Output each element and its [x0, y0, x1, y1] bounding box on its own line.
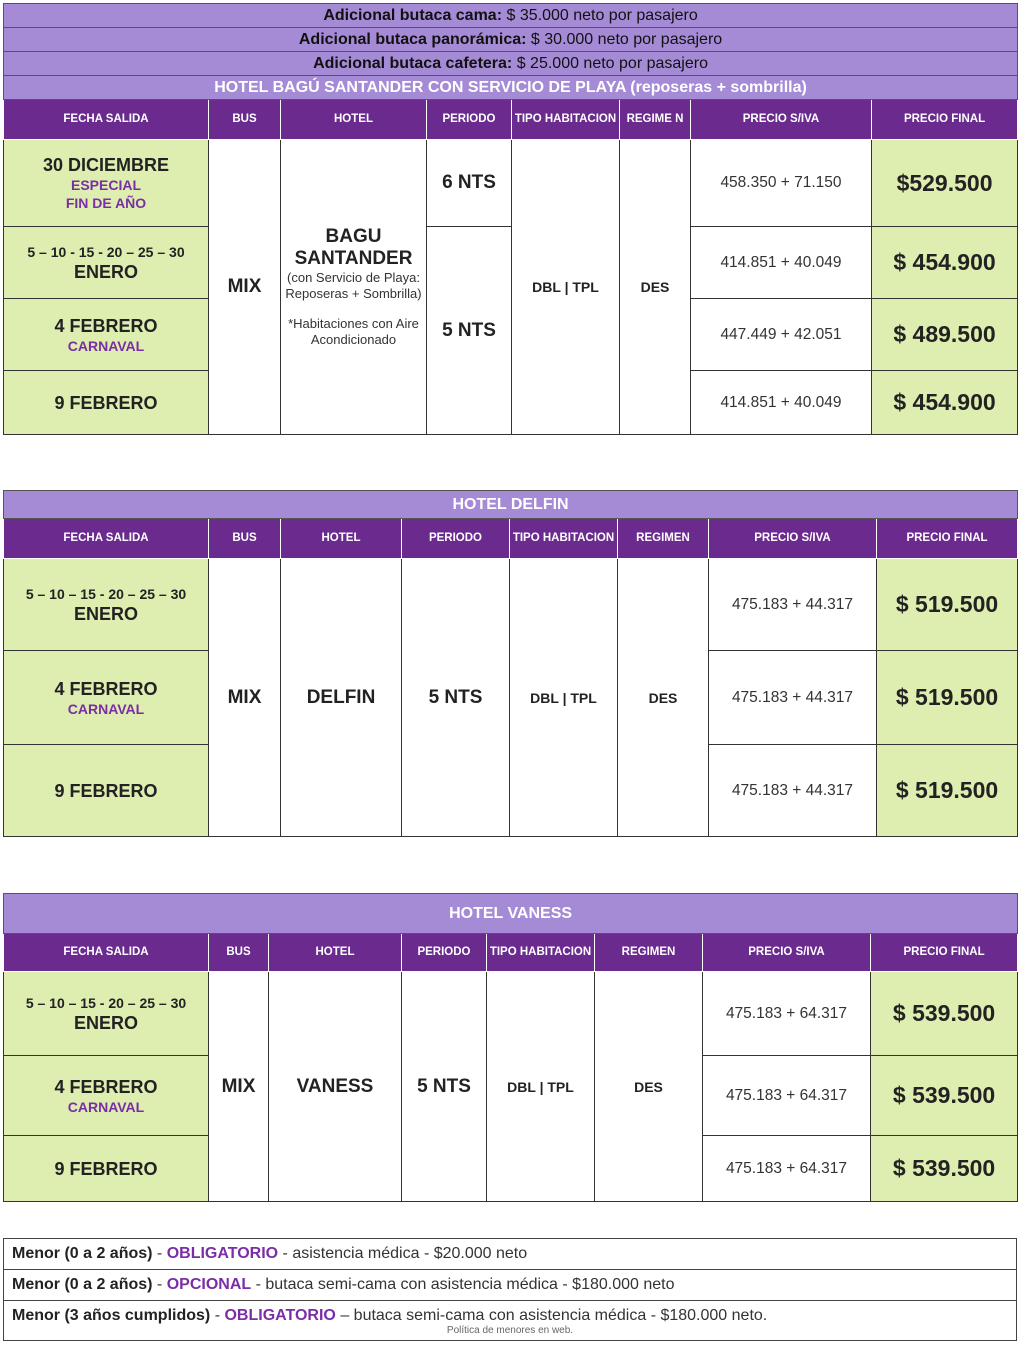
- net-price: 475.183 + 64.317: [703, 972, 871, 1056]
- note-line: Menor (3 años cumplidos) - OBLIGATORIO – butaca semi-cama con asistencia médica - $180.000 neto. Política de menores en web.: [4, 1301, 1016, 1340]
- extra-cama: Adicional butaca cama: $ 35.000 neto por pasajero: [4, 4, 1018, 28]
- header-tipo: TIPO HABITACION: [487, 934, 595, 972]
- final-price: $ 519.500: [877, 651, 1018, 745]
- final-price: $ 519.500: [877, 745, 1018, 837]
- header-precio-siva: PRECIO S/IVA: [703, 934, 871, 972]
- room-type: DBL | TPL: [512, 140, 620, 435]
- table-row: [4, 227, 1018, 299]
- period: 5 NTS: [402, 972, 487, 1202]
- period: 5 NTS: [427, 227, 512, 435]
- extra-panoramica: Adicional butaca panorámica: $ 30.000 neto por pasajero: [4, 28, 1018, 52]
- header-precio-siva: PRECIO S/IVA: [691, 100, 872, 140]
- regimen: DES: [618, 559, 709, 837]
- departure-date: 9 FEBRERO: [4, 745, 209, 837]
- delfin-title: HOTEL DELFIN: [4, 491, 1018, 519]
- minors-notes: [3, 1238, 1017, 1341]
- bagu-title: HOTEL BAGÚ SANTANDER CON SERVICIO DE PLAYA (reposeras + sombrilla): [4, 76, 1018, 100]
- final-price: $ 489.500: [872, 299, 1018, 371]
- departure-date: 9 FEBRERO: [4, 371, 209, 435]
- net-price: 414.851 + 40.049: [691, 371, 872, 435]
- final-price: $ 454.900: [872, 371, 1018, 435]
- departure-date: 4 FEBRERO CARNAVAL: [4, 299, 209, 371]
- period: 6 NTS: [427, 140, 512, 227]
- header-fecha: FECHA SALIDA: [4, 100, 209, 140]
- policy-note: Política de menores en web.: [446, 1325, 574, 1336]
- note-line: Menor (0 a 2 años) - OPCIONAL - butaca semi-cama con asistencia médica - $180.000 neto: [4, 1270, 1016, 1301]
- delfin-table-block: [3, 490, 1017, 837]
- regimen: DES: [595, 972, 703, 1202]
- table-row: [4, 972, 1018, 1056]
- header-precio-final: PRECIO FINAL: [872, 100, 1018, 140]
- final-price: $ 454.900: [872, 227, 1018, 299]
- header-tipo: TIPO HABITACION: [512, 100, 620, 140]
- header-bus: BUS: [209, 934, 269, 972]
- table-row: [4, 559, 1018, 651]
- net-price: 475.183 + 44.317: [709, 745, 877, 837]
- header-fecha: FECHA SALIDA: [4, 934, 209, 972]
- extra-cafetera: Adicional butaca cafetera: $ 25.000 neto por pasajero: [4, 52, 1018, 76]
- header-periodo: PERIODO: [402, 934, 487, 972]
- header-regimen: REGIMEN: [595, 934, 703, 972]
- net-price: 475.183 + 44.317: [709, 559, 877, 651]
- net-price: 475.183 + 44.317: [709, 651, 877, 745]
- header-regimen: REGIMEN: [618, 519, 709, 559]
- departure-date: 9 FEBRERO: [4, 1136, 209, 1202]
- header-periodo: PERIODO: [427, 100, 512, 140]
- net-price: 458.350 + 71.150: [691, 140, 872, 227]
- header-precio-siva: PRECIO S/IVA: [709, 519, 877, 559]
- header-precio-final: PRECIO FINAL: [877, 519, 1018, 559]
- header-fecha: FECHA SALIDA: [4, 519, 209, 559]
- bus-type: MIX: [209, 140, 281, 435]
- table-row: [4, 140, 1018, 227]
- departure-date: 5 – 10 - 15 - 20 – 25 – 30 ENERO: [4, 227, 209, 299]
- note-line: Menor (0 a 2 años) - OBLIGATORIO - asistencia médica - $20.000 neto: [4, 1239, 1016, 1270]
- hotel-name: DELFIN: [281, 559, 402, 837]
- net-price: 414.851 + 40.049: [691, 227, 872, 299]
- header-bus: BUS: [209, 519, 281, 559]
- room-type: DBL | TPL: [510, 559, 618, 837]
- departure-date: 4 FEBRERO CARNAVAL: [4, 1056, 209, 1136]
- bus-type: MIX: [209, 972, 269, 1202]
- room-type: DBL | TPL: [487, 972, 595, 1202]
- net-price: 475.183 + 64.317: [703, 1056, 871, 1136]
- delfin-table: [3, 490, 1018, 837]
- period: 5 NTS: [402, 559, 510, 837]
- header-hotel: HOTEL: [281, 519, 402, 559]
- departure-date: 4 FEBRERO CARNAVAL: [4, 651, 209, 745]
- header-tipo: TIPO HABITACION: [510, 519, 618, 559]
- final-price: $ 539.500: [871, 972, 1018, 1056]
- regimen: DES: [620, 140, 691, 435]
- net-price: 475.183 + 64.317: [703, 1136, 871, 1202]
- final-price: $ 519.500: [877, 559, 1018, 651]
- vaness-table-block: [3, 893, 1017, 1202]
- departure-date: 30 DICIEMBRE ESPECIAL FIN DE AÑO: [4, 140, 209, 227]
- final-price: $ 539.500: [871, 1136, 1018, 1202]
- header-periodo: PERIODO: [402, 519, 510, 559]
- final-price: $529.500: [872, 140, 1018, 227]
- header-regimen: REGIME N: [620, 100, 691, 140]
- vaness-title: HOTEL VANESS: [4, 894, 1018, 934]
- departure-date: 5 – 10 – 15 - 20 – 25 – 30 ENERO: [4, 559, 209, 651]
- bagu-table: [3, 3, 1018, 435]
- header-hotel: HOTEL: [281, 100, 427, 140]
- header-precio-final: PRECIO FINAL: [871, 934, 1018, 972]
- header-bus: BUS: [209, 100, 281, 140]
- hotel-name: BAGU SANTANDER: [294, 226, 413, 269]
- hotel-name: VANESS: [269, 972, 402, 1202]
- header-hotel: HOTEL: [269, 934, 402, 972]
- vaness-table: [3, 893, 1018, 1202]
- net-price: 447.449 + 42.051: [691, 299, 872, 371]
- departure-date: 5 – 10 – 15 - 20 – 25 – 30 ENERO: [4, 972, 209, 1056]
- bagu-table-block: [3, 3, 1017, 435]
- bus-type: MIX: [209, 559, 281, 837]
- hotel-cell: BAGU SANTANDER (con Servicio de Playa: Reposeras + Sombrilla) *Habitaciones con Aire Acondicionado: [281, 140, 427, 435]
- final-price: $ 539.500: [871, 1056, 1018, 1136]
